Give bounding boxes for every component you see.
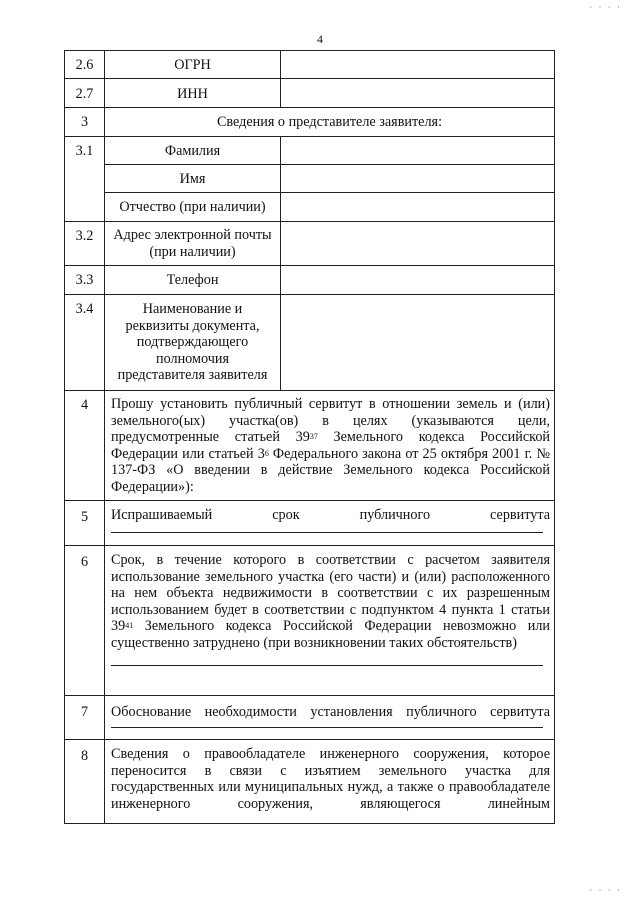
row-number: 3 bbox=[65, 108, 105, 137]
scan-mark: · · · · bbox=[589, 2, 622, 12]
inn-label: ИНН bbox=[105, 79, 281, 108]
servitude-request-text: Прошу установить публичный сервитут в отношении земель и (или) земельного(ых) участка(ов) в целях (указываются цели, предусмотренные статьей $39^{37}$ Земельного кодекса Российской Федерации или статьей $3^6$ Федерального закона от 25 октября 2001 г. № 137-ФЗ «О введении в действие Земельного кодекса Российской Федерации»): bbox=[111, 396, 551, 495]
inn-field[interactable] bbox=[281, 79, 555, 108]
authority-label-line: реквизиты документа, bbox=[125, 317, 260, 334]
email-label-line: Адрес электронной почты bbox=[113, 227, 272, 243]
engineering-structure-owner-cell bbox=[105, 740, 555, 824]
ogrn-field[interactable] bbox=[281, 51, 555, 79]
servitude-term-text: Испрашиваемый срок публичного сервитута bbox=[111, 507, 550, 523]
row-5 bbox=[65, 501, 555, 546]
email-field[interactable] bbox=[281, 222, 555, 266]
justification-cell bbox=[105, 696, 555, 740]
row-3-4 bbox=[65, 295, 555, 391]
row-number: 4 bbox=[65, 391, 105, 501]
row-2-7 bbox=[65, 79, 555, 108]
authority-label-line: Наименование и bbox=[142, 301, 243, 317]
justification-input-line[interactable] bbox=[111, 727, 543, 728]
surname-label: Фамилия bbox=[105, 137, 281, 165]
row-2-6 bbox=[65, 51, 555, 79]
justification-text: Обоснование необходимости установления публичного сервитута bbox=[111, 704, 550, 720]
authority-document-field[interactable] bbox=[281, 295, 555, 391]
first-name-field[interactable] bbox=[281, 165, 555, 193]
page-number: 4 bbox=[317, 32, 323, 46]
authority-document-label bbox=[105, 295, 281, 391]
phone-field[interactable] bbox=[281, 266, 555, 295]
row-3-3 bbox=[65, 266, 555, 295]
patronymic-label: Отчество (при наличии) bbox=[105, 193, 281, 222]
patronymic-field[interactable] bbox=[281, 193, 555, 222]
impossible-use-period-cell bbox=[105, 546, 555, 696]
engineering-structure-owner-text: Сведения о правообладателе инженерного сооружения, которое переносится в связи с изъятием земельного участка для государственных или муниципальных нужд, а также о правообладателе инженерного сооружения, являющегося линейным bbox=[111, 746, 550, 812]
row-8 bbox=[65, 740, 555, 824]
surname-field[interactable] bbox=[281, 137, 555, 165]
first-name-label: Имя bbox=[105, 165, 281, 193]
row-number: 3.1 bbox=[65, 137, 105, 222]
row-number: 8 bbox=[65, 740, 105, 824]
row-6 bbox=[65, 546, 555, 696]
authority-label-line: представителя заявителя bbox=[117, 367, 268, 383]
servitude-term-input-line[interactable] bbox=[111, 532, 543, 533]
row-number: 3.2 bbox=[65, 222, 105, 266]
servitude-request-cell bbox=[105, 391, 555, 501]
phone-label: Телефон bbox=[105, 266, 281, 295]
row-3-2 bbox=[65, 222, 555, 266]
representative-section-heading: Сведения о представителе заявителя: bbox=[105, 108, 555, 137]
row-number: 5 bbox=[65, 501, 105, 546]
authority-label-line: подтверждающего bbox=[136, 334, 249, 350]
scan-mark: · · · · bbox=[589, 885, 622, 895]
row-3 bbox=[65, 108, 555, 137]
ogrn-label: ОГРН bbox=[105, 51, 281, 79]
row-3-1-name bbox=[65, 165, 555, 193]
row-number: 2.6 bbox=[65, 51, 105, 79]
row-3-1-patronymic bbox=[65, 193, 555, 222]
row-number: 2.7 bbox=[65, 79, 105, 108]
row-7 bbox=[65, 696, 555, 740]
row-4 bbox=[65, 391, 555, 501]
application-form-table bbox=[64, 50, 555, 824]
row-number: 6 bbox=[65, 546, 105, 696]
email-label bbox=[105, 222, 281, 266]
row-number: 3.4 bbox=[65, 295, 105, 391]
impossible-use-period-input-line[interactable] bbox=[111, 665, 543, 666]
row-number: 3.3 bbox=[65, 266, 105, 295]
row-3-1-surname bbox=[65, 137, 555, 165]
servitude-term-cell bbox=[105, 501, 555, 546]
email-label-line: (при наличии) bbox=[149, 243, 236, 260]
row-number: 7 bbox=[65, 696, 105, 740]
authority-label-line: полномочия bbox=[156, 350, 229, 367]
impossible-use-period-text: Срок, в течение которого в соответствии с расчетом заявителя использование земельного участка (его части) и (или) расположенного на нем объекта недвижимости в соответствии с их разрешенным использованием будет в соответствии с подпунктом 4 пункта 1 статьи $39^{41}$ Земельного кодекса Российской Федерации невозможно или существенно затруднено (при возникновении таких обстоятельств) bbox=[111, 552, 550, 651]
